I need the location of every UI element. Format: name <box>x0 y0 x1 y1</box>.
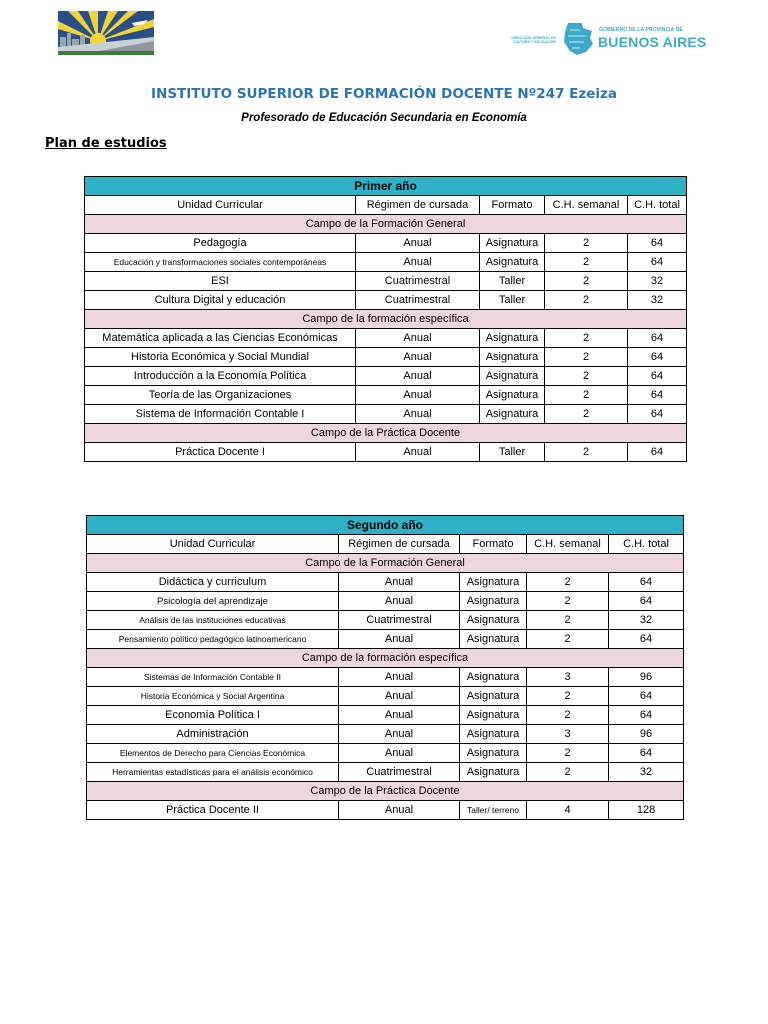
campo-row: Campo de la Formación General <box>85 215 687 234</box>
col-header-ch-semanal: C.H. semanal <box>527 535 609 554</box>
cell-formato: Asignatura <box>460 763 527 782</box>
cell-regimen: Anual <box>356 405 480 424</box>
cell-ch-semanal: 3 <box>527 668 609 687</box>
cell-unidad: Psicología del aprendizaje <box>87 592 339 611</box>
cell-regimen: Anual <box>339 668 460 687</box>
table-row <box>87 763 684 782</box>
table-row <box>87 668 684 687</box>
cell-ch-total: 128 <box>609 801 684 820</box>
col-header-unidad: Unidad Curricular <box>85 196 356 215</box>
cell-ch-total: 64 <box>609 630 684 649</box>
cell-ch-semanal: 2 <box>527 706 609 725</box>
cell-regimen: Anual <box>356 386 480 405</box>
col-header-formato: Formato <box>480 196 545 215</box>
cell-formato: Asignatura <box>460 668 527 687</box>
campo-row: Campo de la Práctica Docente <box>87 782 684 801</box>
cell-unidad: Administración <box>87 725 339 744</box>
col-header-ch-semanal: C.H. semanal <box>545 196 628 215</box>
table-row <box>85 405 687 424</box>
cell-regimen: Anual <box>356 329 480 348</box>
cell-ch-semanal: 2 <box>545 291 628 310</box>
cell-unidad: Herramientas estadísticas para el análisis económico <box>87 763 339 782</box>
cell-formato: Taller <box>480 291 545 310</box>
cell-unidad: Elementos de Derecho para Ciencias Económica <box>87 744 339 763</box>
cell-regimen: Cuatrimestral <box>339 763 460 782</box>
cell-ch-total: 64 <box>628 367 687 386</box>
table-row <box>87 706 684 725</box>
cell-ch-total: 64 <box>628 405 687 424</box>
dgce-logo-text <box>498 36 556 44</box>
cell-formato: Taller/ terreno <box>460 801 527 820</box>
gba-small-text: GOBIERNO DE LA PROVINCIA DE <box>599 27 683 33</box>
cell-ch-total: 64 <box>609 687 684 706</box>
table-row <box>85 443 687 462</box>
col-header-unidad: Unidad Curricular <box>87 535 339 554</box>
cell-regimen: Anual <box>356 348 480 367</box>
cell-formato: Asignatura <box>460 573 527 592</box>
province-map-icon <box>562 22 594 56</box>
cell-regimen: Anual <box>339 687 460 706</box>
cell-formato: Asignatura <box>480 234 545 253</box>
cell-ch-semanal: 2 <box>545 234 628 253</box>
cell-unidad: Cultura Digital y educación <box>85 291 356 310</box>
cell-formato: Asignatura <box>460 630 527 649</box>
cell-unidad: Historia Económica y Social Mundial <box>85 348 356 367</box>
table-row <box>87 725 684 744</box>
cell-ch-total: 32 <box>628 272 687 291</box>
cell-ch-total: 64 <box>609 573 684 592</box>
dgce-line-1: DIRECCIÓN GENERAL DE <box>511 36 556 40</box>
cell-formato: Asignatura <box>480 329 545 348</box>
table-row <box>87 611 684 630</box>
table-row <box>85 272 687 291</box>
cell-regimen: Anual <box>339 725 460 744</box>
table-row <box>87 744 684 763</box>
cell-regimen: Anual <box>339 592 460 611</box>
cell-regimen: Anual <box>339 801 460 820</box>
cell-regimen: Cuatrimestral <box>356 291 480 310</box>
campo-row: Campo de la formación específica <box>87 649 684 668</box>
cell-ch-semanal: 2 <box>545 443 628 462</box>
cell-ch-total: 64 <box>609 592 684 611</box>
cell-ch-total: 64 <box>609 706 684 725</box>
cell-ch-total: 64 <box>628 443 687 462</box>
cell-formato: Asignatura <box>480 386 545 405</box>
table-row <box>87 687 684 706</box>
cell-regimen: Anual <box>356 367 480 386</box>
campo-row: Campo de la Formación General <box>87 554 684 573</box>
col-header-regimen: Régimen de cursada <box>339 535 460 554</box>
cell-ch-semanal: 2 <box>527 687 609 706</box>
cell-formato: Asignatura <box>460 725 527 744</box>
cell-ch-semanal: 2 <box>545 386 628 405</box>
cell-regimen: Anual <box>356 443 480 462</box>
cell-unidad: Matemática aplicada a las Ciencias Económicas <box>85 329 356 348</box>
cell-regimen: Cuatrimestral <box>339 611 460 630</box>
cell-ch-total: 64 <box>628 253 687 272</box>
cell-unidad: Educación y transformaciones sociales contemporáneas <box>85 253 356 272</box>
cell-ch-total: 64 <box>628 348 687 367</box>
cell-ch-total: 64 <box>628 386 687 405</box>
table-row <box>85 234 687 253</box>
cell-formato: Asignatura <box>460 744 527 763</box>
cell-formato: Asignatura <box>480 367 545 386</box>
table-row <box>85 348 687 367</box>
plan-table-primer-ano <box>84 176 687 462</box>
cell-formato: Asignatura <box>460 706 527 725</box>
cell-formato: Asignatura <box>480 348 545 367</box>
cell-ch-semanal: 2 <box>527 611 609 630</box>
cell-ch-semanal: 4 <box>527 801 609 820</box>
cell-unidad: Didáctica y curriculum <box>87 573 339 592</box>
cell-ch-total: 64 <box>628 329 687 348</box>
cell-ch-semanal: 2 <box>545 367 628 386</box>
cell-ch-semanal: 2 <box>527 763 609 782</box>
campo-row: Campo de la formación específica <box>85 310 687 329</box>
table-title: Primer año <box>85 177 687 196</box>
table-row <box>85 386 687 405</box>
government-logo <box>498 20 707 56</box>
cell-unidad: Práctica Docente I <box>85 443 356 462</box>
cell-regimen: Anual <box>339 573 460 592</box>
cell-regimen: Cuatrimestral <box>356 272 480 291</box>
col-header-ch-total: C.H. total <box>628 196 687 215</box>
cell-formato: Asignatura <box>460 611 527 630</box>
plan-table-segundo-ano <box>86 515 684 820</box>
cell-ch-semanal: 2 <box>527 592 609 611</box>
cell-regimen: Anual <box>339 744 460 763</box>
cell-unidad: ESI <box>85 272 356 291</box>
table-row <box>85 291 687 310</box>
cell-formato: Asignatura <box>460 687 527 706</box>
cell-unidad: Teoría de las Organizaciones <box>85 386 356 405</box>
cell-ch-semanal: 2 <box>545 348 628 367</box>
cell-unidad: Sistema de Información Contable I <box>85 405 356 424</box>
table-row <box>87 573 684 592</box>
cell-unidad: Introducción a la Economía Política <box>85 367 356 386</box>
cell-ch-total: 96 <box>609 725 684 744</box>
cell-ch-semanal: 2 <box>527 744 609 763</box>
cell-regimen: Anual <box>339 630 460 649</box>
cell-ch-total: 96 <box>609 668 684 687</box>
dgce-line-2: CULTURA Y EDUCACIÓN <box>513 40 556 45</box>
gba-big-text: BUENOS AIRES <box>598 34 707 50</box>
cell-formato: Asignatura <box>480 405 545 424</box>
cell-regimen: Anual <box>339 706 460 725</box>
campo-row: Campo de la Práctica Docente <box>85 424 687 443</box>
col-header-ch-total: C.H. total <box>609 535 684 554</box>
table-row <box>85 253 687 272</box>
cell-ch-semanal: 2 <box>527 573 609 592</box>
cell-unidad: Historia Económica y Social Argentina <box>87 687 339 706</box>
col-header-regimen: Régimen de cursada <box>356 196 480 215</box>
cell-regimen: Anual <box>356 253 480 272</box>
cell-ch-total: 32 <box>609 611 684 630</box>
cell-formato: Asignatura <box>460 592 527 611</box>
cell-formato: Taller <box>480 443 545 462</box>
cell-unidad: Pensamiento político pedagógico latinoamericano <box>87 630 339 649</box>
cell-ch-total: 32 <box>609 763 684 782</box>
cell-formato: Asignatura <box>480 253 545 272</box>
table-row <box>87 630 684 649</box>
table-row <box>85 329 687 348</box>
cell-ch-total: 64 <box>628 234 687 253</box>
table-row <box>87 801 684 820</box>
cell-unidad: Análisis de las instituciones educativas <box>87 611 339 630</box>
cell-ch-semanal: 2 <box>545 329 628 348</box>
cell-ch-total: 32 <box>628 291 687 310</box>
cell-ch-semanal: 2 <box>527 630 609 649</box>
cell-unidad: Economía Política I <box>87 706 339 725</box>
cell-unidad: Práctica Docente II <box>87 801 339 820</box>
program-subtitle: Profesorado de Educación Secundaria en Economía <box>241 112 527 124</box>
cell-ch-semanal: 2 <box>545 272 628 291</box>
cell-ch-semanal: 2 <box>545 253 628 272</box>
table-title: Segundo año <box>87 516 684 535</box>
table-row <box>87 592 684 611</box>
cell-unidad: Pedagogía <box>85 234 356 253</box>
table-row <box>85 367 687 386</box>
cell-formato: Taller <box>480 272 545 291</box>
institute-title: INSTITUTO SUPERIOR DE FORMACIÓN DOCENTE Nº247 Ezeiza <box>151 86 617 102</box>
cell-regimen: Anual <box>356 234 480 253</box>
cell-ch-semanal: 2 <box>545 405 628 424</box>
institute-logo <box>58 11 154 55</box>
col-header-formato: Formato <box>460 535 527 554</box>
cell-ch-total: 64 <box>609 744 684 763</box>
cell-ch-semanal: 3 <box>527 725 609 744</box>
section-heading: Plan de estudios <box>45 136 167 151</box>
cell-unidad: Sistemas de Información Contable II <box>87 668 339 687</box>
